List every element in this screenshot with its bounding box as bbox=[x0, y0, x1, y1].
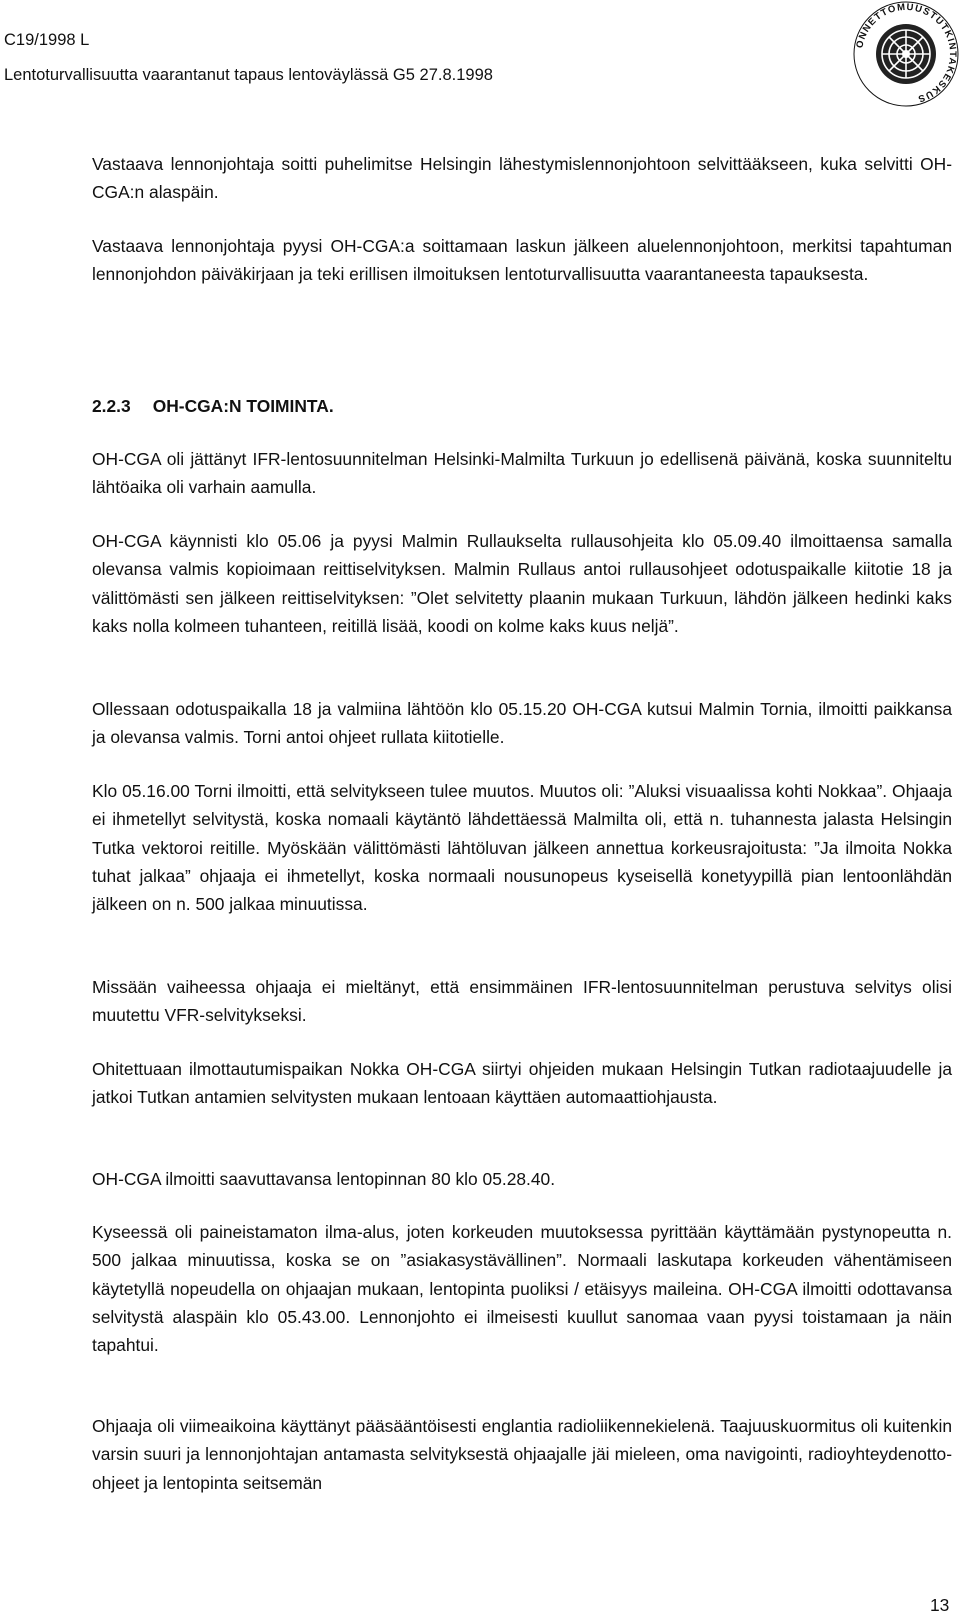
paragraph: Missään vaiheessa ohjaaja ei mieltänyt, että ensimmäinen IFR-lentosuunnitelman perustuva selvitys olisi muutettu VFR-selvitykseksi. bbox=[92, 977, 952, 1026]
paragraph: Kyseessä oli paineistamaton ilma-alus, joten korkeuden muutoksessa pyrittään käyttämään pystynopeutta n. 500 jalkaa minuutissa, koska se on ”asiakasystävällinen”. Normaali laskutapa korkeuden vähentämiseen käytetyllä nopeudella on ohjaajan mukaan, lentopinta puoliksi / etäisyys maileina. OH-CGA ilmoitti odottavansa selvitystä alaspäin klo 05.43.00. Lennonjohto ei ilmeisesti kuullut sanomaa vaan pyysi toistamaan ja näin tapahtui. bbox=[92, 1222, 952, 1356]
section-number: 2.2.3 bbox=[92, 396, 131, 416]
paragraph: Vastaava lennonjohtaja soitti puhelimitse Helsingin lähestymislennonjohtoon selvittääkseen, kuka selvitti OH-CGA:n alaspäin. bbox=[92, 154, 952, 203]
header-title: Lentoturvallisuutta vaarantanut tapaus lentoväylässä G5 27.8.1998 bbox=[4, 66, 493, 84]
svg-text:ONNETTOMUUSTUTKINTAKESKUS: ONNETTOMUUSTUTKINTAKESKUS bbox=[854, 1, 959, 105]
paragraph: OH-CGA käynnisti klo 05.06 ja pyysi Malmin Rullaukselta rullausohjeita klo 05.09.40 ilmoittaensa samalla olevansa valmis kopioimaan reittiselvityksen. Malmin Rullaus antoi rullausohjeet odotuspaikalle kiitotie 18 ja välittömästi sen jälkeen reittiselvityksen: ”Olet selvitetty plaanin mukaan Turkuun, lähdön jälkeen hedinki kaks kaks nolla kolmeen tuhanteen, reitillä lisää, koodi on kolme kaks kuus neljä”. bbox=[92, 531, 952, 636]
paragraph: Ollessaan odotuspaikalla 18 ja valmiina lähtöön klo 05.15.20 OH-CGA kutsui Malmin Tornia, ilmoitti paikkansa ja olevansa valmis. Torni antoi ohjeet rullata kiitotielle. bbox=[92, 699, 952, 748]
paragraph: Ohjaaja oli viimeaikoina käyttänyt pääsääntöisesti englantia radioliikennekielenä. Taajuuskuormitus oli kuitenkin varsin suuri ja lennonjohtajan antamasta selvityksestä ohjaajalle jäi mieleen, oma navigointi, radioyhteydenotto-ohjeet ja lentopinta seitsemän bbox=[92, 1416, 952, 1493]
paragraph: OH-CGA oli jättänyt IFR-lentosuunnitelman Helsinki-Malmilta Turkuun jo edellisenä päivänä, koska suunniteltu lähtöaika oli varhain aamulla. bbox=[92, 449, 952, 498]
paragraph: Vastaava lennonjohtaja pyysi OH-CGA:a soittamaan laskun jälkeen aluelennonjohtoon, merkitsi tapahtuman lennonjohdon päiväkirjaan ja teki erillisen ilmoituksen lentoturvallisuutta vaarantaneesta tapauksesta. bbox=[92, 236, 952, 285]
header-doc-id: C19/1998 L bbox=[4, 31, 90, 49]
paragraph: Ohitettuaan ilmottautumispaikan Nokka OH-CGA siirtyi ohjeiden mukaan Helsingin Tutkan radiotaajuudelle ja jatkoi Tutkan antamien selvitysten mukaan lentoaan käyttäen automaattiohjausta. bbox=[92, 1059, 952, 1108]
accident-investigation-seal-logo bbox=[852, 0, 960, 108]
section-title: OH-CGA:N TOIMINTA. bbox=[152, 396, 334, 416]
paragraph: Klo 05.16.00 Torni ilmoitti, että selvitykseen tulee muutos. Muutos oli: ”Aluksi visuaalissa kohti Nokkaa”. Ohjaaja ei ihmetellyt selvitystä, koska nomaali käytäntö lähdettäessä Malmilta oli, että n. tuhannesta jalasta Helsingin Tutka vektoroi reitille. Myöskään välittömästi lähtöluvan jälkeen annettua korkeusrajoitusta: ”Ja ilmoita Nokka tuhat jalkaa” ohjaaja ei ihmetellyt, koska normaali nousunopeus kyseisellä konetyypillä pian lentoonlähdän jälkeen on n. 500 jalkaa minuutissa. bbox=[92, 781, 952, 915]
page-number: 13 bbox=[930, 1595, 950, 1615]
paragraph: OH-CGA ilmoitti saavuttavansa lentopinnan 80 klo 05.28.40. bbox=[92, 1169, 556, 1189]
section-heading bbox=[92, 392, 334, 420]
